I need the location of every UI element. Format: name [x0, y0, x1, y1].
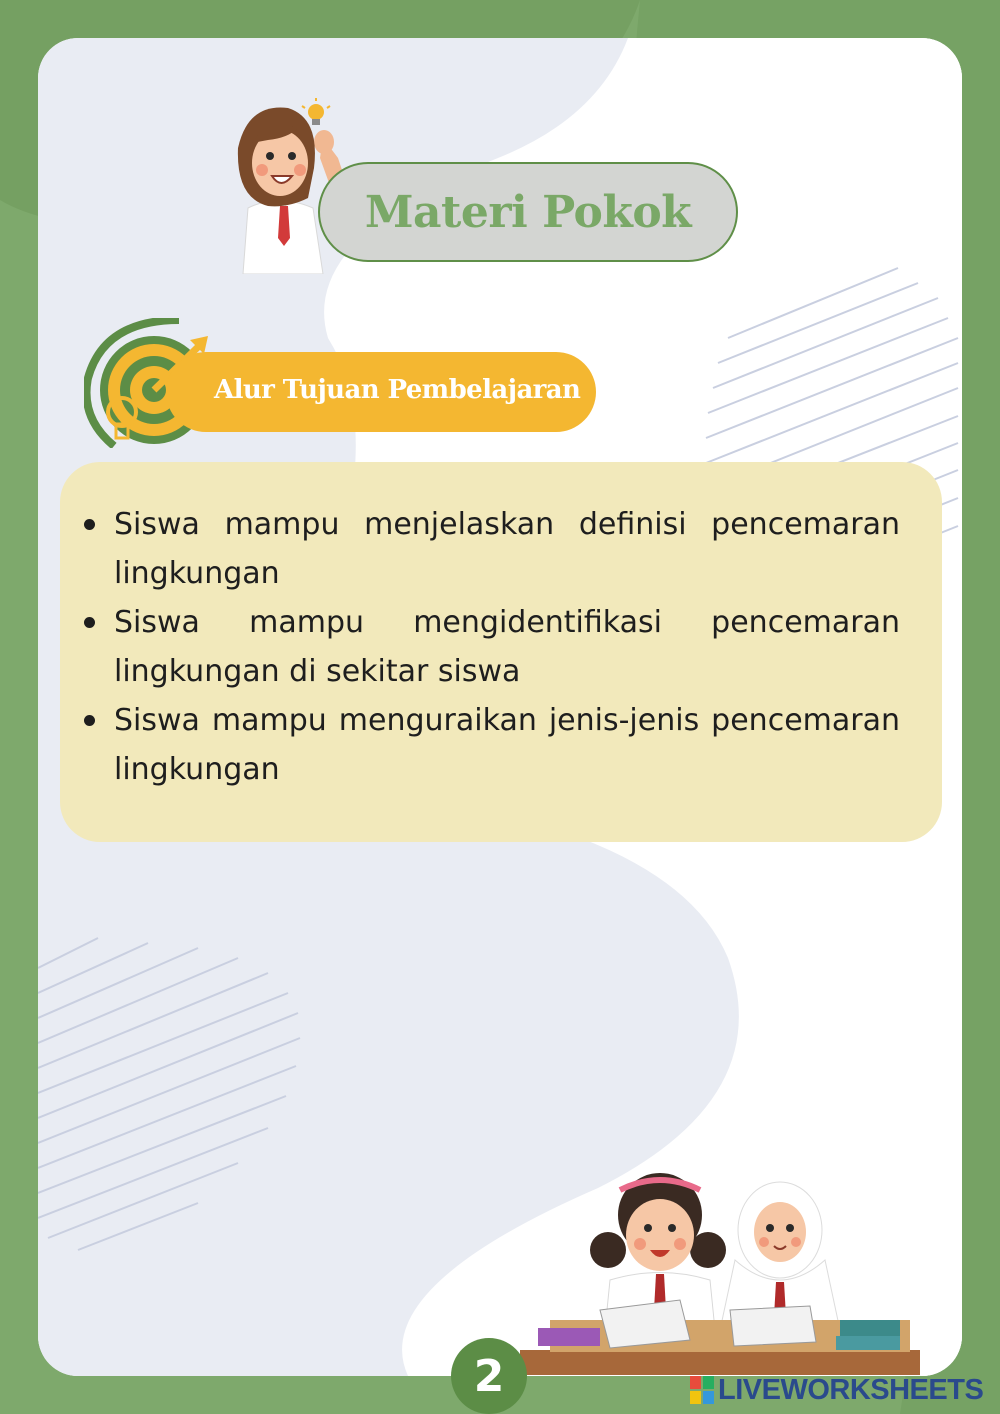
students-studying-illustration	[520, 1170, 925, 1375]
liveworksheets-logo-icon	[690, 1376, 714, 1404]
section-label: Alur Tujuan Pembelajaran	[214, 375, 581, 405]
list-item	[80, 696, 900, 794]
objective-text: Siswa mampu menjelaskan definisi pencemaran lingkungan	[114, 507, 900, 591]
objective-text: Siswa mampu mengidentifikasi pencemaran lingkungan di sekitar siswa	[114, 605, 900, 689]
page-title: Materi Pokok	[364, 186, 692, 238]
liveworksheets-watermark	[690, 1374, 983, 1406]
list-item	[80, 500, 900, 598]
bullet-icon	[84, 617, 95, 628]
watermark-text: LIVEWORKSHEETS	[718, 1373, 984, 1406]
title-banner	[318, 162, 738, 262]
objective-text: Siswa mampu menguraikan jenis-jenis pencemaran lingkungan	[114, 703, 900, 787]
objectives-list	[80, 500, 900, 794]
bullet-icon	[84, 715, 95, 726]
page-number-badge: 2	[451, 1338, 527, 1414]
list-item	[80, 598, 900, 696]
bullet-icon	[84, 519, 95, 530]
